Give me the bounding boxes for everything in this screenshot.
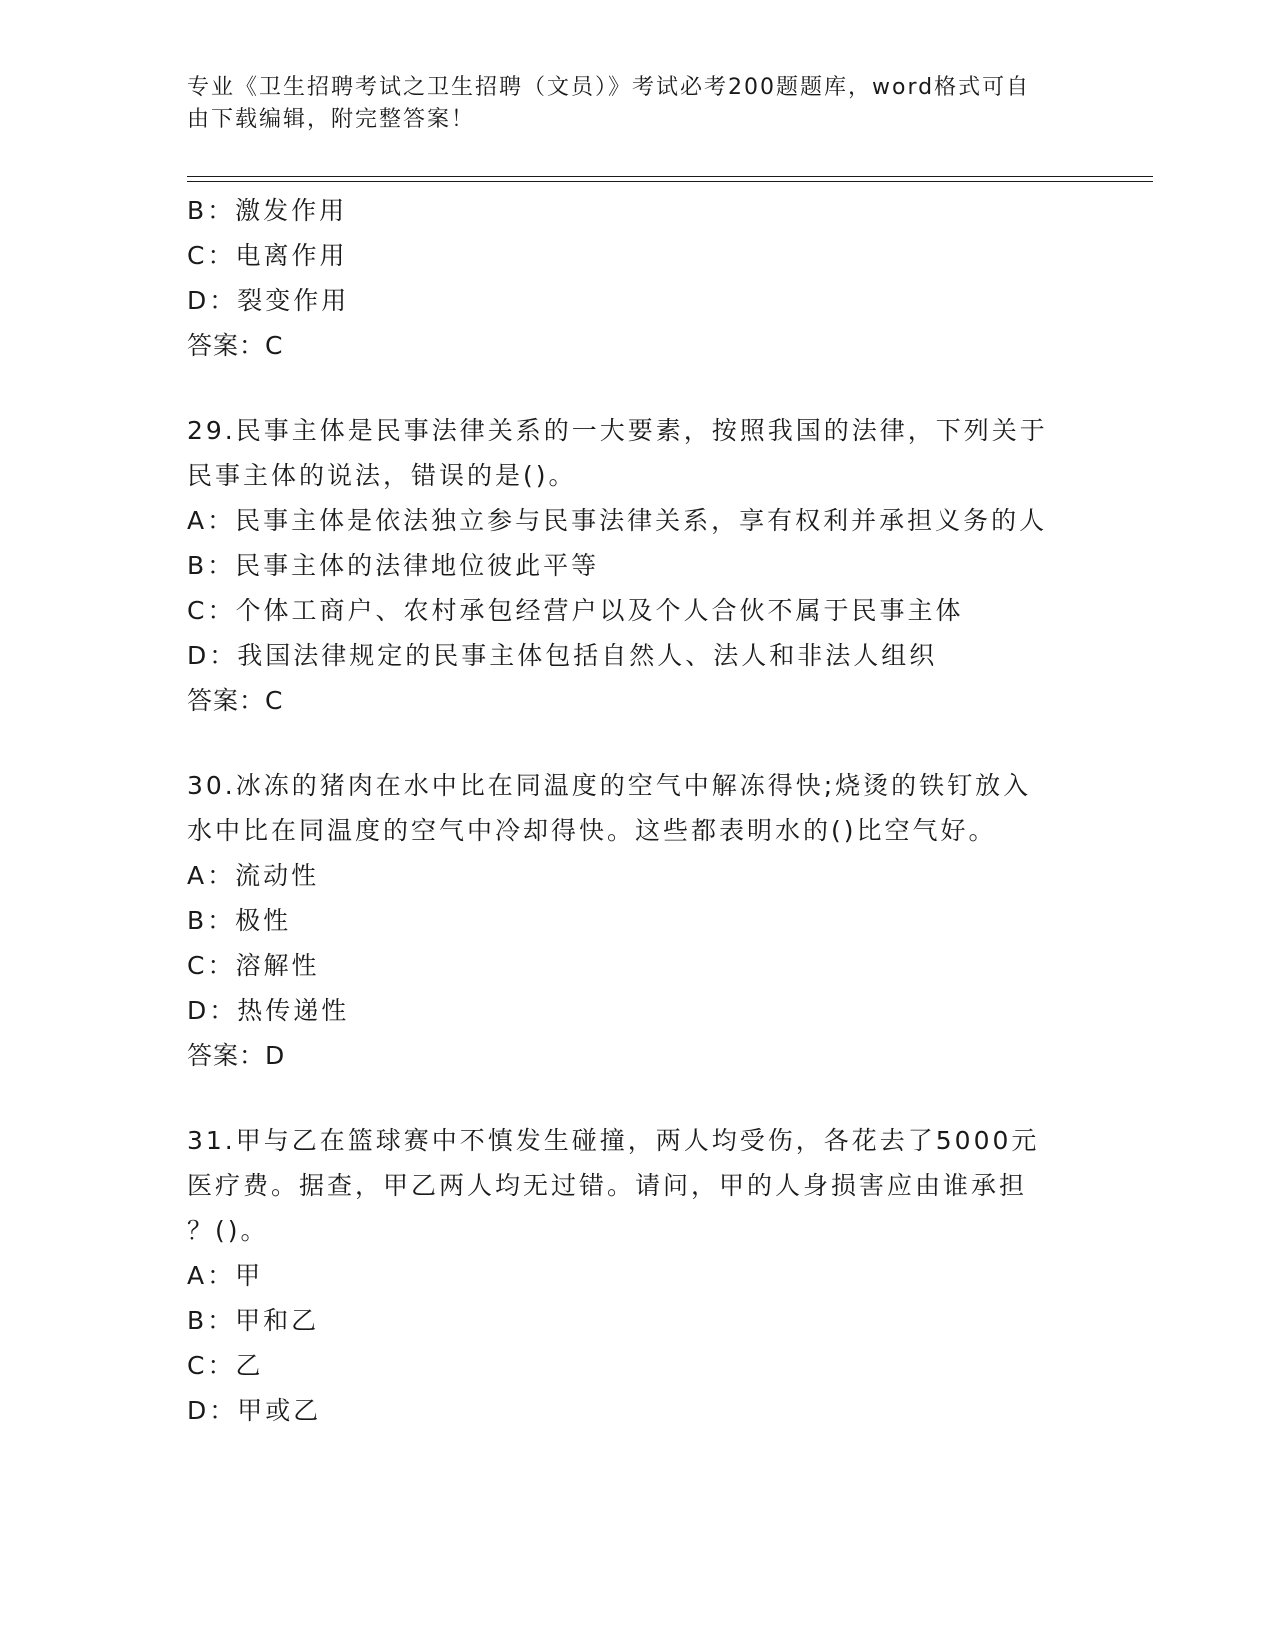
header-divider-bottom xyxy=(187,181,1153,182)
question-list xyxy=(187,188,1087,1433)
question-stem-line-1: 31.甲与乙在篮球赛中不慎发生碰撞，两人均受伤，各花去了5000元 xyxy=(187,1126,1040,1155)
answer-line: 答案：C xyxy=(187,686,284,715)
spacer xyxy=(187,368,1087,408)
spacer xyxy=(187,1078,1087,1118)
option-c: C：电离作用 xyxy=(187,241,348,270)
question-stem-line-2: 水中比在同温度的空气中冷却得快。这些都表明水的()比空气好。 xyxy=(187,816,997,845)
spacer xyxy=(187,723,1087,763)
document-header xyxy=(187,72,1067,136)
header-line-1: 专业《卫生招聘考试之卫生招聘（文员）》考试必考200题题库，word格式可自 xyxy=(187,75,1031,100)
option-d: D：我国法律规定的民事主体包括自然人、法人和非法人组织 xyxy=(187,641,938,670)
question-29 xyxy=(187,408,1087,723)
question-stem-line-1: 29.民事主体是民事法律关系的一大要素，按照我国的法律，下列关于 xyxy=(187,416,1048,445)
question-stem-line-1: 30.冰冻的猪肉在水中比在同温度的空气中解冻得快;烧烫的铁钉放入 xyxy=(187,771,1032,800)
answer-line: 答案：D xyxy=(187,1041,286,1070)
answer-line: 答案：C xyxy=(187,331,284,360)
option-a: A：流动性 xyxy=(187,861,320,890)
question-stem-line-2: 民事主体的说法，错误的是()。 xyxy=(187,461,577,490)
header-line-2: 由下载编辑，附完整答案！ xyxy=(187,107,476,132)
question-28-partial xyxy=(187,188,1087,368)
header-divider-top xyxy=(187,176,1153,177)
question-stem-line-3: ？()。 xyxy=(187,1216,269,1245)
option-d: D：甲或乙 xyxy=(187,1396,322,1425)
question-31 xyxy=(187,1118,1087,1433)
option-b: B：激发作用 xyxy=(187,196,348,225)
option-c: C：溶解性 xyxy=(187,951,320,980)
option-b: B：甲和乙 xyxy=(187,1306,320,1335)
option-b: B：民事主体的法律地位彼此平等 xyxy=(187,551,600,580)
question-30 xyxy=(187,763,1087,1078)
option-a: A：甲 xyxy=(187,1261,264,1290)
option-c: C：个体工商户、农村承包经营户以及个人合伙不属于民事主体 xyxy=(187,596,964,625)
option-d: D：裂变作用 xyxy=(187,286,350,315)
option-a: A：民事主体是依法独立参与民事法律关系，享有权利并承担义务的人 xyxy=(187,506,1048,535)
question-stem-line-2: 医疗费。据查，甲乙两人均无过错。请问，甲的人身损害应由谁承担 xyxy=(187,1171,1028,1200)
option-d: D：热传递性 xyxy=(187,996,350,1025)
option-c: C：乙 xyxy=(187,1351,264,1380)
option-b: B：极性 xyxy=(187,906,292,935)
